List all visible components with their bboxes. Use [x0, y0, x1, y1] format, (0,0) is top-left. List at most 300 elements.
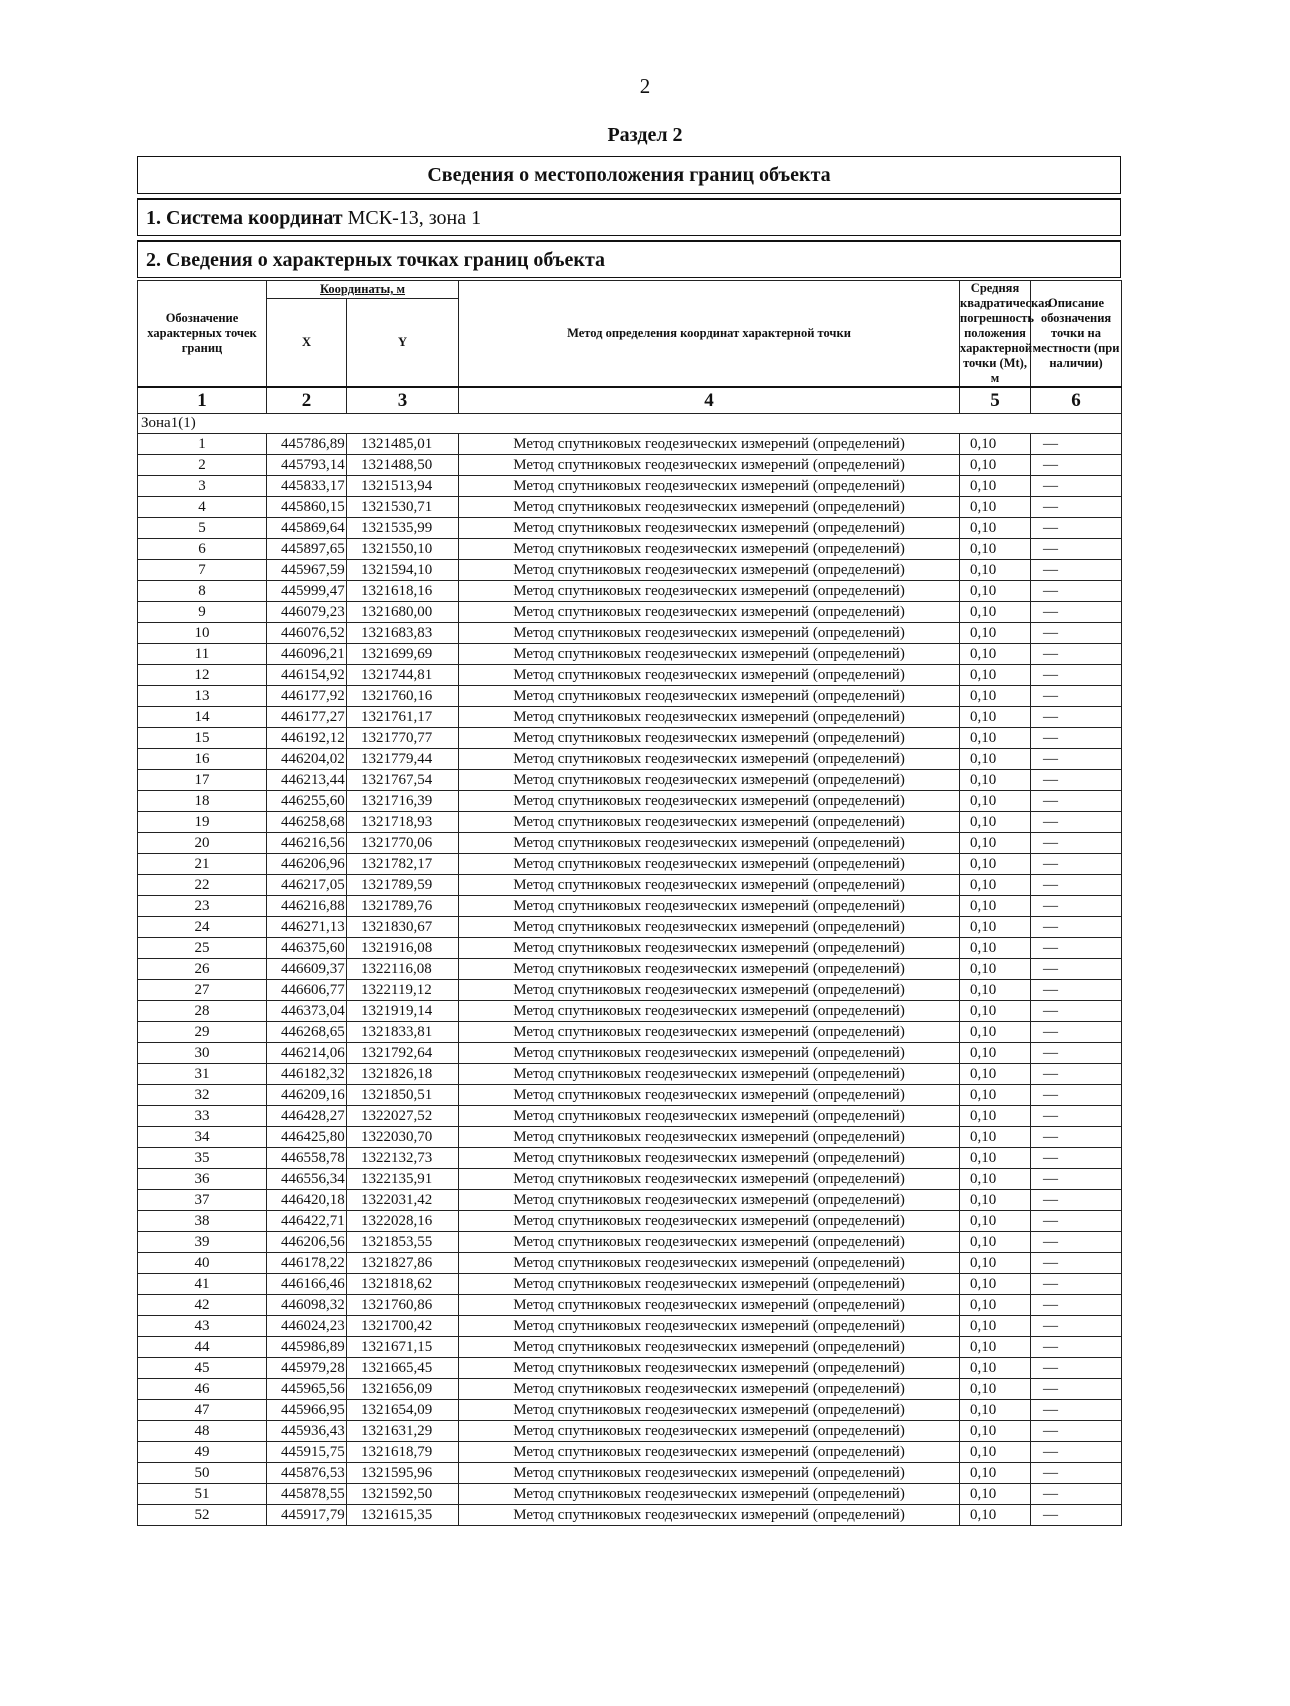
- point-x: 446154,92: [267, 665, 347, 686]
- table-row: [138, 1043, 1122, 1064]
- section-title: Раздел 2: [607, 124, 683, 146]
- point-y: 1321833,81: [347, 1022, 459, 1043]
- point-method: Метод спутниковых геодезических измерений (определений): [459, 1421, 960, 1442]
- point-y: 1321770,77: [347, 728, 459, 749]
- table-row: [138, 581, 1122, 602]
- point-error: 0,10: [960, 1442, 1031, 1463]
- point-method: Метод спутниковых геодезических измерений (определений): [459, 1316, 960, 1337]
- point-method: Метод спутниковых геодезических измерений (определений): [459, 623, 960, 644]
- point-id: 28: [138, 1001, 267, 1022]
- table-row: [138, 1148, 1122, 1169]
- point-id: 49: [138, 1442, 267, 1463]
- point-description: —: [1031, 455, 1122, 476]
- point-description: —: [1031, 665, 1122, 686]
- point-x: 445869,64: [267, 518, 347, 539]
- point-x: 445860,15: [267, 497, 347, 518]
- point-description: —: [1031, 707, 1122, 728]
- point-method: Метод спутниковых геодезических измерений (определений): [459, 1442, 960, 1463]
- point-id: 14: [138, 707, 267, 728]
- point-y: 1321792,64: [347, 1043, 459, 1064]
- table-row: [138, 476, 1122, 497]
- point-y: 1321592,50: [347, 1484, 459, 1505]
- point-method: Метод спутниковых геодезических измерений (определений): [459, 749, 960, 770]
- point-error: 0,10: [960, 1211, 1031, 1232]
- table-row: [138, 1505, 1122, 1526]
- point-description: —: [1031, 1316, 1122, 1337]
- point-description: —: [1031, 896, 1122, 917]
- table-row: [138, 665, 1122, 686]
- point-error: 0,10: [960, 1274, 1031, 1295]
- point-method: Метод спутниковых геодезических измерений (определений): [459, 833, 960, 854]
- point-error: 0,10: [960, 896, 1031, 917]
- point-error: 0,10: [960, 707, 1031, 728]
- point-description: —: [1031, 1190, 1122, 1211]
- point-description: —: [1031, 938, 1122, 959]
- table-row: [138, 938, 1122, 959]
- point-method: Метод спутниковых геодезических измерений (определений): [459, 1106, 960, 1127]
- point-method: Метод спутниковых геодезических измерений (определений): [459, 1253, 960, 1274]
- point-id: 48: [138, 1421, 267, 1442]
- col-header-coordinates: [267, 281, 459, 299]
- point-id: 30: [138, 1043, 267, 1064]
- point-y: 1321716,39: [347, 791, 459, 812]
- point-id: 15: [138, 728, 267, 749]
- point-method: Метод спутниковых геодезических измерений (определений): [459, 1043, 960, 1064]
- point-y: 1321760,86: [347, 1295, 459, 1316]
- point-y: 1321782,17: [347, 854, 459, 875]
- point-x: 446255,60: [267, 791, 347, 812]
- point-id: 46: [138, 1379, 267, 1400]
- point-x: 446217,05: [267, 875, 347, 896]
- point-error: 0,10: [960, 1043, 1031, 1064]
- point-error: 0,10: [960, 749, 1031, 770]
- point-id: 22: [138, 875, 267, 896]
- point-method: Метод спутниковых геодезических измерений (определений): [459, 1148, 960, 1169]
- point-y: 1322031,42: [347, 1190, 459, 1211]
- point-y: 1321631,29: [347, 1421, 459, 1442]
- point-x: 446096,21: [267, 644, 347, 665]
- point-method: Метод спутниковых геодезических измерений (определений): [459, 917, 960, 938]
- table-row: [138, 1463, 1122, 1484]
- point-method: Метод спутниковых геодезических измерений (определений): [459, 1190, 960, 1211]
- point-id: 2: [138, 455, 267, 476]
- point-error: 0,10: [960, 1505, 1031, 1526]
- col-number: 2: [267, 387, 347, 414]
- point-id: 13: [138, 686, 267, 707]
- point-error: 0,10: [960, 1169, 1031, 1190]
- table-row: [138, 1295, 1122, 1316]
- point-x: 445965,56: [267, 1379, 347, 1400]
- point-method: Метод спутниковых геодезических измерений (определений): [459, 434, 960, 455]
- col-number: 1: [138, 387, 267, 414]
- point-description: —: [1031, 1484, 1122, 1505]
- zone-label: Зона1(1): [138, 414, 1122, 434]
- point-x: 446268,65: [267, 1022, 347, 1043]
- table-row: [138, 1442, 1122, 1463]
- point-error: 0,10: [960, 1148, 1031, 1169]
- point-error: 0,10: [960, 518, 1031, 539]
- point-error: 0,10: [960, 539, 1031, 560]
- point-method: Метод спутниковых геодезических измерений (определений): [459, 812, 960, 833]
- point-id: 16: [138, 749, 267, 770]
- point-error: 0,10: [960, 560, 1031, 581]
- point-id: 12: [138, 665, 267, 686]
- point-method: Метод спутниковых геодезических измерений (определений): [459, 560, 960, 581]
- point-x: 445915,75: [267, 1442, 347, 1463]
- point-id: 8: [138, 581, 267, 602]
- point-y: 1321550,10: [347, 539, 459, 560]
- point-description: —: [1031, 791, 1122, 812]
- table-row: [138, 1106, 1122, 1127]
- point-error: 0,10: [960, 770, 1031, 791]
- point-id: 42: [138, 1295, 267, 1316]
- point-method: Метод спутниковых геодезических измерений (определений): [459, 1169, 960, 1190]
- point-error: 0,10: [960, 938, 1031, 959]
- point-description: —: [1031, 812, 1122, 833]
- point-error: 0,10: [960, 434, 1031, 455]
- point-method: Метод спутниковых геодезических измерений (определений): [459, 1484, 960, 1505]
- table-row: [138, 1064, 1122, 1085]
- col-number: 4: [459, 387, 960, 414]
- point-method: Метод спутниковых геодезических измерений (определений): [459, 980, 960, 1001]
- point-x: 446558,78: [267, 1148, 347, 1169]
- point-y: 1321594,10: [347, 560, 459, 581]
- point-description: —: [1031, 644, 1122, 665]
- point-id: 33: [138, 1106, 267, 1127]
- point-x: 446425,80: [267, 1127, 347, 1148]
- point-error: 0,10: [960, 917, 1031, 938]
- point-id: 41: [138, 1274, 267, 1295]
- point-method: Метод спутниковых геодезических измерений (определений): [459, 1358, 960, 1379]
- point-x: 446182,32: [267, 1064, 347, 1085]
- point-error: 0,10: [960, 1421, 1031, 1442]
- point-error: 0,10: [960, 1463, 1031, 1484]
- coordinates-label: Координаты, м: [319, 282, 406, 297]
- table-row: [138, 1127, 1122, 1148]
- table-row: [138, 749, 1122, 770]
- point-error: 0,10: [960, 1106, 1031, 1127]
- point-y: 1321488,50: [347, 455, 459, 476]
- point-method: Метод спутниковых геодезических измерений (определений): [459, 1337, 960, 1358]
- point-x: 446098,32: [267, 1295, 347, 1316]
- zone-row: [138, 414, 1122, 434]
- point-x: 445967,59: [267, 560, 347, 581]
- point-error: 0,10: [960, 980, 1031, 1001]
- point-description: —: [1031, 1169, 1122, 1190]
- point-id: 24: [138, 917, 267, 938]
- point-description: —: [1031, 1127, 1122, 1148]
- point-method: Метод спутниковых геодезических измерений (определений): [459, 1274, 960, 1295]
- point-description: —: [1031, 539, 1122, 560]
- table-row: [138, 896, 1122, 917]
- point-method: Метод спутниковых геодезических измерений (определений): [459, 1400, 960, 1421]
- table-row: [138, 434, 1122, 455]
- point-description: —: [1031, 1358, 1122, 1379]
- point-y: 1321530,71: [347, 497, 459, 518]
- point-error: 0,10: [960, 1358, 1031, 1379]
- point-error: 0,10: [960, 1001, 1031, 1022]
- point-method: Метод спутниковых геодезических измерений (определений): [459, 644, 960, 665]
- point-id: 18: [138, 791, 267, 812]
- point-error: 0,10: [960, 1316, 1031, 1337]
- point-y: 1322028,16: [347, 1211, 459, 1232]
- point-error: 0,10: [960, 812, 1031, 833]
- point-description: —: [1031, 1295, 1122, 1316]
- table-row: [138, 1316, 1122, 1337]
- point-y: 1321919,14: [347, 1001, 459, 1022]
- col-number: 3: [347, 387, 459, 414]
- point-y: 1321767,54: [347, 770, 459, 791]
- point-method: Метод спутниковых геодезических измерений (определений): [459, 1505, 960, 1526]
- point-method: Метод спутниковых геодезических измерений (определений): [459, 602, 960, 623]
- point-description: —: [1031, 686, 1122, 707]
- point-y: 1321595,96: [347, 1463, 459, 1484]
- point-id: 31: [138, 1064, 267, 1085]
- point-x: 446271,13: [267, 917, 347, 938]
- point-y: 1321744,81: [347, 665, 459, 686]
- table-row: [138, 1400, 1122, 1421]
- point-description: —: [1031, 1001, 1122, 1022]
- point-id: 39: [138, 1232, 267, 1253]
- point-y: 1322030,70: [347, 1127, 459, 1148]
- point-y: 1321618,79: [347, 1442, 459, 1463]
- point-id: 1: [138, 434, 267, 455]
- point-description: —: [1031, 1022, 1122, 1043]
- point-id: 7: [138, 560, 267, 581]
- col-header-designation: Обозначение характерных точек границ: [138, 281, 267, 388]
- point-method: Метод спутниковых геодезических измерений (определений): [459, 875, 960, 896]
- col-header-description: Описание обозначения точки на местности (при наличии): [1031, 281, 1122, 388]
- point-description: —: [1031, 476, 1122, 497]
- point-description: —: [1031, 1505, 1122, 1526]
- point-y: 1321916,08: [347, 938, 459, 959]
- point-y: 1321789,76: [347, 896, 459, 917]
- point-method: Метод спутниковых геодезических измерений (определений): [459, 896, 960, 917]
- point-x: 445979,28: [267, 1358, 347, 1379]
- table-row: [138, 1232, 1122, 1253]
- table-row: [138, 1001, 1122, 1022]
- table-row: [138, 1421, 1122, 1442]
- point-description: —: [1031, 1379, 1122, 1400]
- point-x: 446258,68: [267, 812, 347, 833]
- point-description: —: [1031, 434, 1122, 455]
- table-row: [138, 833, 1122, 854]
- point-y: 1321853,55: [347, 1232, 459, 1253]
- table-row: [138, 623, 1122, 644]
- point-method: Метод спутниковых геодезических измерений (определений): [459, 1022, 960, 1043]
- boundary-points-table: [137, 280, 1122, 1526]
- point-id: 26: [138, 959, 267, 980]
- point-x: 446209,16: [267, 1085, 347, 1106]
- point-x: 446177,92: [267, 686, 347, 707]
- point-x: 445793,14: [267, 455, 347, 476]
- point-y: 1321699,69: [347, 644, 459, 665]
- point-description: —: [1031, 1232, 1122, 1253]
- col-number: 5: [960, 387, 1031, 414]
- point-y: 1321770,06: [347, 833, 459, 854]
- point-description: —: [1031, 602, 1122, 623]
- point-error: 0,10: [960, 1085, 1031, 1106]
- point-error: 0,10: [960, 875, 1031, 896]
- point-id: 5: [138, 518, 267, 539]
- table-row: [138, 560, 1122, 581]
- point-y: 1321535,99: [347, 518, 459, 539]
- point-method: Метод спутниковых геодезических измерений (определений): [459, 854, 960, 875]
- point-method: Метод спутниковых геодезических измерений (определений): [459, 497, 960, 518]
- point-error: 0,10: [960, 1484, 1031, 1505]
- point-x: 446192,12: [267, 728, 347, 749]
- point-x: 446375,60: [267, 938, 347, 959]
- point-id: 50: [138, 1463, 267, 1484]
- point-method: Метод спутниковых геодезических измерений (определений): [459, 455, 960, 476]
- point-x: 445966,95: [267, 1400, 347, 1421]
- point-y: 1321656,09: [347, 1379, 459, 1400]
- point-id: 44: [138, 1337, 267, 1358]
- point-id: 20: [138, 833, 267, 854]
- point-x: 445878,55: [267, 1484, 347, 1505]
- point-y: 1321760,16: [347, 686, 459, 707]
- point-method: Метод спутниковых геодезических измерений (определений): [459, 938, 960, 959]
- point-error: 0,10: [960, 1253, 1031, 1274]
- point-description: —: [1031, 1337, 1122, 1358]
- table-row: [138, 1022, 1122, 1043]
- point-description: —: [1031, 917, 1122, 938]
- point-id: 4: [138, 497, 267, 518]
- table-row: [138, 1379, 1122, 1400]
- point-y: 1321779,44: [347, 749, 459, 770]
- point-x: 446216,56: [267, 833, 347, 854]
- point-y: 1322116,08: [347, 959, 459, 980]
- point-id: 47: [138, 1400, 267, 1421]
- point-x: 446024,23: [267, 1316, 347, 1337]
- table-row: [138, 959, 1122, 980]
- point-id: 21: [138, 854, 267, 875]
- point-id: 51: [138, 1484, 267, 1505]
- point-error: 0,10: [960, 1295, 1031, 1316]
- table-row: [138, 539, 1122, 560]
- point-x: 446428,27: [267, 1106, 347, 1127]
- point-error: 0,10: [960, 1379, 1031, 1400]
- point-x: 446076,52: [267, 623, 347, 644]
- point-id: 45: [138, 1358, 267, 1379]
- point-id: 34: [138, 1127, 267, 1148]
- table-row: [138, 1484, 1122, 1505]
- col-header-x: X: [267, 299, 347, 387]
- point-error: 0,10: [960, 1190, 1031, 1211]
- point-id: 52: [138, 1505, 267, 1526]
- point-id: 40: [138, 1253, 267, 1274]
- point-y: 1321683,83: [347, 623, 459, 644]
- point-description: —: [1031, 728, 1122, 749]
- point-id: 36: [138, 1169, 267, 1190]
- table-row: [138, 707, 1122, 728]
- point-y: 1321671,15: [347, 1337, 459, 1358]
- point-x: 446373,04: [267, 1001, 347, 1022]
- point-y: 1321818,62: [347, 1274, 459, 1295]
- point-error: 0,10: [960, 623, 1031, 644]
- point-description: —: [1031, 1400, 1122, 1421]
- point-method: Метод спутниковых геодезических измерений (определений): [459, 539, 960, 560]
- point-id: 10: [138, 623, 267, 644]
- point-description: —: [1031, 518, 1122, 539]
- point-method: Метод спутниковых геодезических измерений (определений): [459, 1211, 960, 1232]
- point-id: 43: [138, 1316, 267, 1337]
- point-id: 6: [138, 539, 267, 560]
- point-y: 1321513,94: [347, 476, 459, 497]
- table-row: [138, 686, 1122, 707]
- point-error: 0,10: [960, 833, 1031, 854]
- point-description: —: [1031, 581, 1122, 602]
- point-x: 446206,96: [267, 854, 347, 875]
- table-row: [138, 1085, 1122, 1106]
- point-method: Метод спутниковых геодезических измерений (определений): [459, 581, 960, 602]
- coordinate-system-value: МСК-13, зона 1: [347, 207, 482, 229]
- point-error: 0,10: [960, 602, 1031, 623]
- point-x: 445917,79: [267, 1505, 347, 1526]
- point-id: 9: [138, 602, 267, 623]
- point-method: Метод спутниковых геодезических измерений (определений): [459, 1127, 960, 1148]
- point-x: 446166,46: [267, 1274, 347, 1295]
- table-row: [138, 644, 1122, 665]
- table-row: [138, 1337, 1122, 1358]
- page-number: 2: [639, 74, 651, 98]
- point-id: 35: [138, 1148, 267, 1169]
- point-y: 1321618,16: [347, 581, 459, 602]
- point-error: 0,10: [960, 455, 1031, 476]
- point-error: 0,10: [960, 686, 1031, 707]
- point-method: Метод спутниковых геодезических измерений (определений): [459, 1295, 960, 1316]
- col-header-method: Метод определения координат характерной точки: [459, 281, 960, 388]
- characteristic-points-title: 2. Сведения о характерных точках границ объекта: [137, 240, 1121, 278]
- coordinate-system-line: [137, 198, 1121, 236]
- point-error: 0,10: [960, 665, 1031, 686]
- point-method: Метод спутниковых геодезических измерений (определений): [459, 1379, 960, 1400]
- point-x: 445876,53: [267, 1463, 347, 1484]
- table-row: [138, 875, 1122, 896]
- point-description: —: [1031, 980, 1122, 1001]
- point-description: —: [1031, 1106, 1122, 1127]
- table-row: [138, 518, 1122, 539]
- point-description: —: [1031, 497, 1122, 518]
- point-method: Метод спутниковых геодезических измерений (определений): [459, 1232, 960, 1253]
- object-boundaries-title: Сведения о местоположения границ объекта: [137, 156, 1121, 194]
- point-x: 446178,22: [267, 1253, 347, 1274]
- table-row: [138, 812, 1122, 833]
- point-x: 445986,89: [267, 1337, 347, 1358]
- point-y: 1321850,51: [347, 1085, 459, 1106]
- point-id: 29: [138, 1022, 267, 1043]
- point-x: 445833,17: [267, 476, 347, 497]
- point-error: 0,10: [960, 959, 1031, 980]
- point-method: Метод спутниковых геодезических измерений (определений): [459, 1085, 960, 1106]
- point-error: 0,10: [960, 728, 1031, 749]
- point-id: 17: [138, 770, 267, 791]
- point-y: 1322027,52: [347, 1106, 459, 1127]
- col-header-y: Y: [347, 299, 459, 387]
- table-row: [138, 455, 1122, 476]
- column-numbers-row: [138, 387, 1122, 414]
- point-method: Метод спутниковых геодезических измерений (определений): [459, 1064, 960, 1085]
- point-x: 445786,89: [267, 434, 347, 455]
- point-error: 0,10: [960, 476, 1031, 497]
- point-y: 1321665,45: [347, 1358, 459, 1379]
- table-row: [138, 917, 1122, 938]
- point-error: 0,10: [960, 1337, 1031, 1358]
- point-x: 446606,77: [267, 980, 347, 1001]
- point-description: —: [1031, 1253, 1122, 1274]
- point-method: Метод спутниковых геодезических измерений (определений): [459, 686, 960, 707]
- table-row: [138, 1274, 1122, 1295]
